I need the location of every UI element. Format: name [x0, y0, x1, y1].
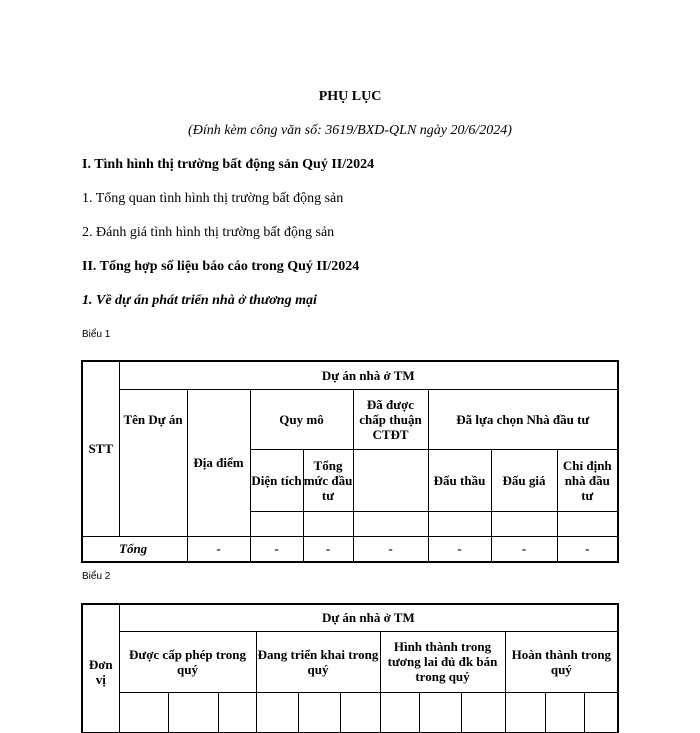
table-2-header-hinh-thanh: Hình thành trong tương lai đủ đk bán trong quý — [380, 631, 505, 692]
table-1-total-value: - — [557, 536, 618, 562]
table-2-group-header: Dự án nhà ở TM — [119, 604, 618, 631]
table-1-header-ten-du-an: Tên Dự án — [119, 389, 187, 536]
table-1-cell — [353, 511, 428, 536]
table-1-header-stt: STT — [82, 361, 119, 536]
table-1-total-value: - — [353, 536, 428, 562]
table-2-header-don-vi: Đơn vị — [82, 604, 119, 732]
table-1-header-dien-tich: Diện tích — [250, 449, 303, 511]
table-2-cell — [298, 692, 340, 732]
table-2-cell — [168, 692, 218, 732]
table-1-header-lua-chon: Đã lựa chọn Nhà đầu tư — [428, 389, 618, 449]
table-2-header-cap-phep: Được cấp phép trong quý — [119, 631, 256, 692]
table-1-cell — [557, 511, 618, 536]
table-2-cell — [505, 692, 545, 732]
table-2-cell — [119, 692, 168, 732]
section-2-subheading-1: 1. Về dự án phát triển nhà ở thương mại — [82, 293, 317, 308]
table-1-group-header: Dự án nhà ở TM — [119, 361, 618, 389]
table-1-header-chi-dinh: Chỉ định nhà đầu tư — [557, 449, 618, 511]
table-1-cell — [250, 511, 303, 536]
table-1-total-value: - — [250, 536, 303, 562]
table-2-cell — [584, 692, 618, 732]
table-1-header-dau-gia: Đấu giá — [491, 449, 557, 511]
page-subtitle: (Đính kèm công văn số: 3619/BXD-QLN ngày 20/6/2024) — [188, 123, 512, 138]
table-1-header-chap-thuan-blank — [353, 449, 428, 511]
section-2-heading: II. Tổng hợp số liệu báo cáo trong Quý II/2024 — [82, 259, 360, 274]
table-2-cell — [461, 692, 505, 732]
section-1-heading: I. Tình hình thị trường bất động sản Quý II/2024 — [82, 157, 375, 172]
table-1-total-value: - — [187, 536, 250, 562]
table-1-total-blank — [82, 536, 119, 562]
table-1-total-value: - — [491, 536, 557, 562]
table-1-total-label: Tổng — [119, 536, 187, 562]
table-2-header-hoan-thanh: Hoàn thành trong quý — [505, 631, 618, 692]
table-1-header-dau-thau: Đấu thầu — [428, 449, 491, 511]
table-2-cell — [419, 692, 461, 732]
section-1-item-1: 1. Tổng quan tình hình thị trường bất động sản — [82, 191, 344, 206]
table-1-total-value: - — [303, 536, 353, 562]
table-2-cell — [380, 692, 419, 732]
table-2-cell — [256, 692, 298, 732]
table-1-header-tong-muc: Tổng mức đầu tư — [303, 449, 353, 511]
table-2-cell — [340, 692, 380, 732]
table-1-cell — [491, 511, 557, 536]
table-1-cell — [428, 511, 491, 536]
table-2-cell — [218, 692, 256, 732]
table-1 — [81, 360, 619, 563]
table-2 — [81, 603, 619, 733]
page-title: PHỤ LỤC — [318, 89, 382, 104]
table-1-header-chap-thuan: Đã được chấp thuận CTĐT — [353, 389, 428, 449]
table-2-header-trien-khai: Đang triển khai trong quý — [256, 631, 380, 692]
table-1-total-value: - — [428, 536, 491, 562]
table-1-header-dia-diem: Địa điểm — [187, 389, 250, 536]
table-2-cell — [545, 692, 584, 732]
table-1-header-quy-mo: Quy mô — [250, 389, 353, 449]
section-1-item-2: 2. Đánh giá tình hình thị trường bất động sản — [82, 225, 335, 240]
table-1-caption: Biểu 1 — [82, 329, 111, 340]
table-1-cell — [303, 511, 353, 536]
table-2-caption: Biểu 2 — [82, 571, 111, 582]
